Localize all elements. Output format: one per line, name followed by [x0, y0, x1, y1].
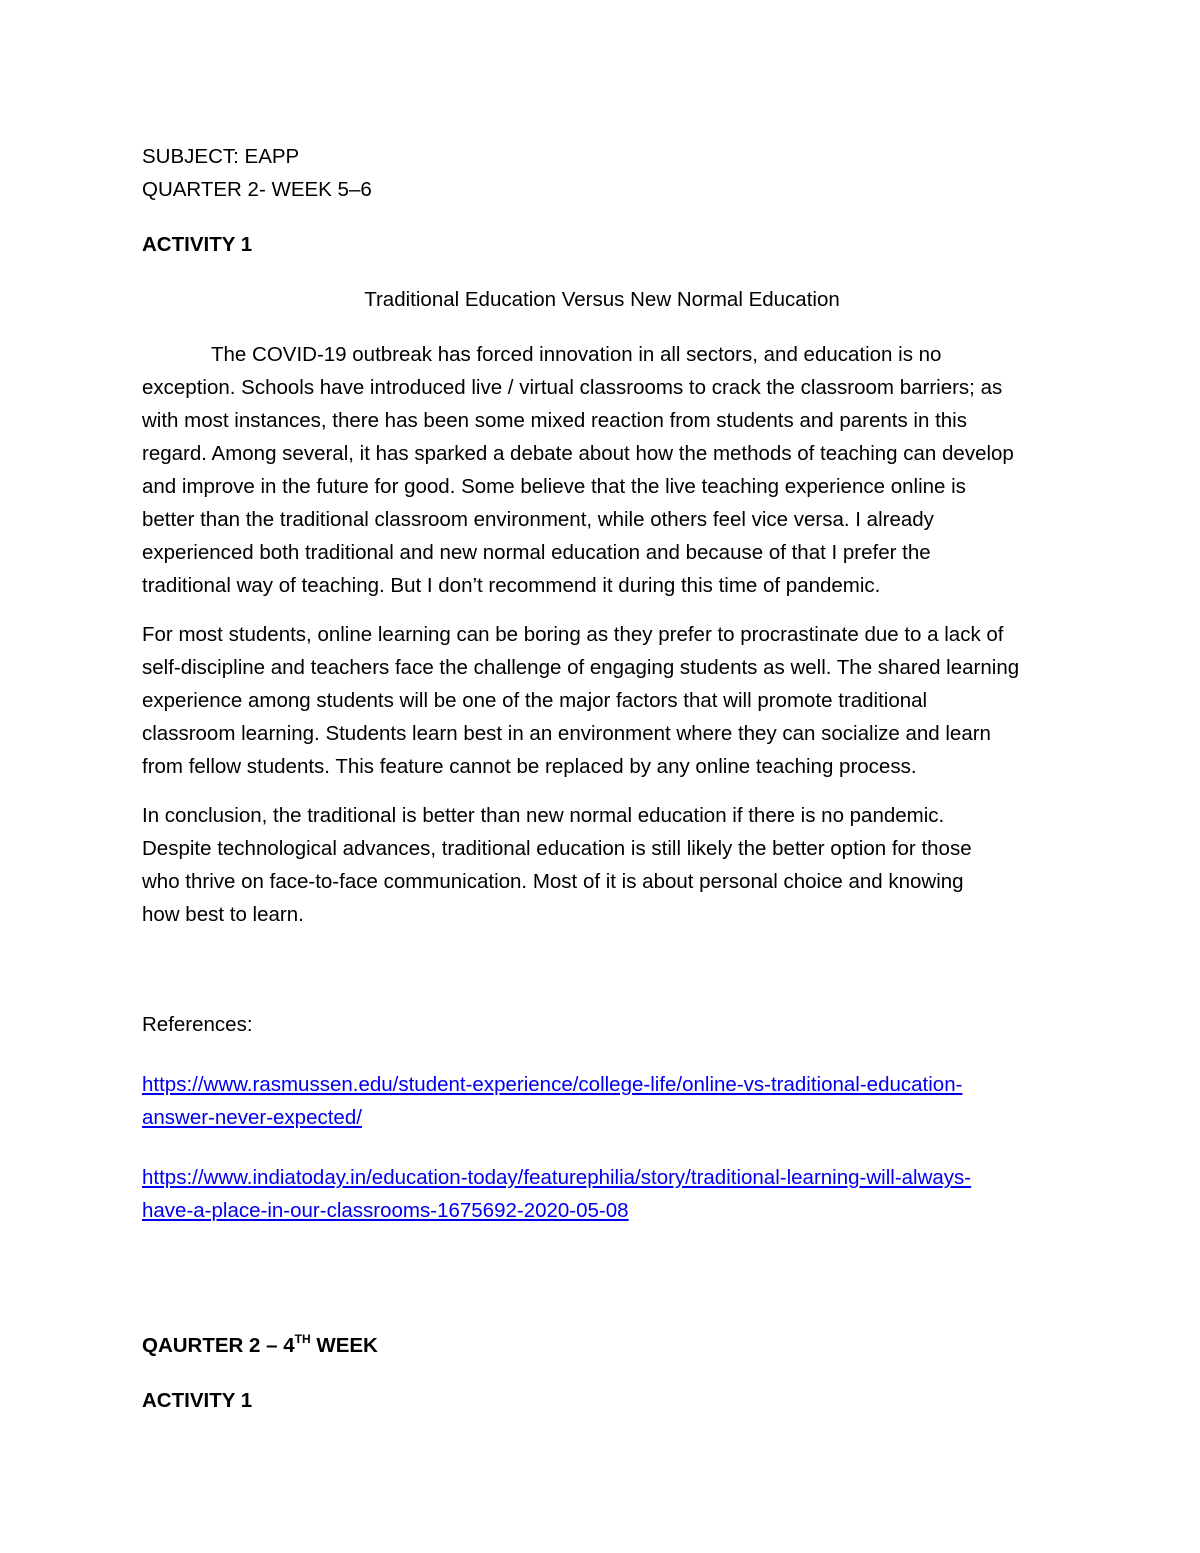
section2-heading-suffix: WEEK	[310, 1334, 378, 1357]
essay-paragraph-3	[142, 799, 1062, 931]
paragraph-line: exception. Schools have introduced live / virtual classrooms to crack the classroom barriers; as	[142, 376, 1003, 399]
paragraph-line: and improve in the future for good. Some believe that the live teaching experience online is	[142, 475, 966, 498]
paragraph-line: regard. Among several, it has sparked a debate about how the methods of teaching can develop	[142, 442, 1014, 465]
paragraph-line: classroom learning. Students learn best in an environment where they can socialize and learn	[142, 722, 991, 745]
paragraph-line: self-discipline and teachers face the challenge of engaging students as well. The shared learning	[142, 656, 1020, 679]
subject-line: SUBJECT: EAPP	[142, 145, 300, 168]
essay-title: Traditional Education Versus New Normal Education	[364, 288, 840, 311]
paragraph-line: experience among students will be one of the major factors that will promote traditional	[142, 689, 928, 712]
paragraph-line: Despite technological advances, traditional education is still likely the better option for those	[142, 837, 972, 860]
paragraph-line: For most students, online learning can be boring as they prefer to procrastinate due to a lack of	[142, 623, 1004, 646]
paragraph-line: better than the traditional classroom environment, while others feel vice versa. I already	[142, 508, 934, 531]
paragraph-line: In conclusion, the traditional is better than new normal education if there is no pandemic.	[142, 804, 945, 827]
activity-heading: ACTIVITY 1	[142, 233, 253, 256]
ordinal-suffix: TH	[294, 1332, 311, 1346]
reference-link-text[interactable]: https://www.indiatoday.in/education-today/featurephilia/story/traditional-learning-will-always-	[142, 1166, 972, 1189]
document-body	[142, 140, 1062, 1417]
paragraph-line: traditional way of teaching. But I don’t recommend it during this time of pandemic.	[142, 574, 881, 597]
reference-link-text[interactable]: https://www.rasmussen.edu/student-experience/college-life/online-vs-traditional-education-	[142, 1073, 963, 1096]
reference-link-1[interactable]	[142, 1068, 1062, 1134]
quarter-line: QUARTER 2- WEEK 5–6	[142, 178, 372, 201]
reference-link-text[interactable]: answer-never-expected/	[142, 1106, 362, 1129]
paragraph-line: who thrive on face-to-face communication. Most of it is about personal choice and knowing	[142, 870, 964, 893]
reference-link-2[interactable]	[142, 1161, 1062, 1227]
section2-activity-heading: ACTIVITY 1	[142, 1389, 253, 1412]
reference-link-text[interactable]: have-a-place-in-our-classrooms-1675692-2020-05-08	[142, 1199, 629, 1222]
section2-heading	[142, 1329, 1062, 1362]
essay-paragraph-1	[142, 338, 1062, 602]
paragraph-line: with most instances, there has been some mixed reaction from students and parents in this	[142, 409, 967, 432]
paragraph-line: from fellow students. This feature cannot be replaced by any online teaching process.	[142, 755, 917, 778]
references-label: References:	[142, 1013, 253, 1036]
section2-heading-prefix: QAURTER 2 – 4	[142, 1334, 295, 1357]
paragraph-line: The COVID-19 outbreak has forced innovation in all sectors, and education is no	[211, 343, 942, 366]
paragraph-line: how best to learn.	[142, 903, 304, 926]
paragraph-line: experienced both traditional and new normal education and because of that I prefer the	[142, 541, 931, 564]
essay-paragraph-2	[142, 618, 1062, 783]
